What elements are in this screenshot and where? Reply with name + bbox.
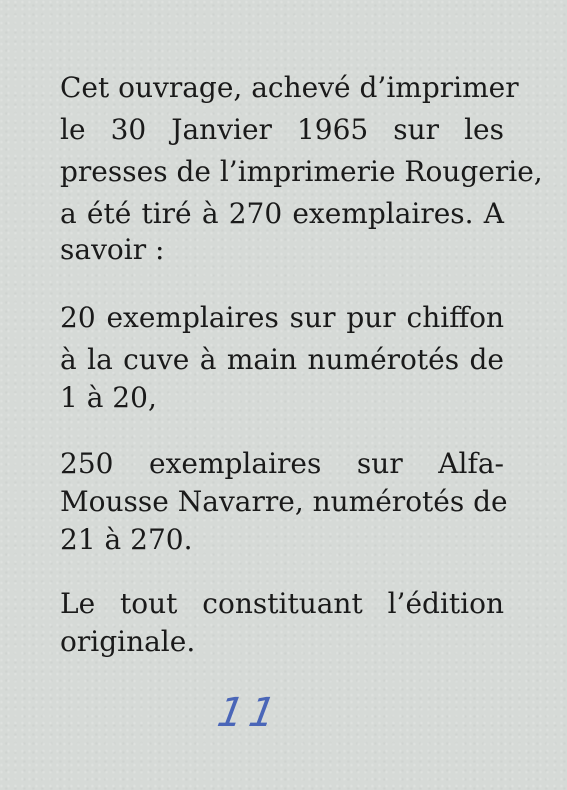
text-line: 1 à 20, (60, 381, 157, 414)
text-line: le 30 Janvier 1965 sur les (60, 113, 504, 146)
text-line: savoir : (60, 233, 165, 266)
text-line: 21 à 270. (60, 523, 193, 556)
text-line: a été tiré à 270 exemplaires. A (60, 197, 504, 230)
text-line: presses de l’imprimerie Rougerie, (60, 155, 543, 188)
text-line: Le tout constituant l’édition (60, 587, 504, 620)
text-line: Mousse Navarre, numérotés de (60, 485, 508, 518)
handwritten-copy-number: 11 (213, 690, 285, 736)
text-line: 20 exemplaires sur pur chiffon (60, 301, 504, 334)
text-line: Cet ouvrage, achevé d’imprimer (60, 71, 519, 104)
text-line: 250 exemplaires sur Alfa- (60, 447, 504, 480)
text-line: à la cuve à main numérotés de (60, 343, 504, 376)
text-line: originale. (60, 625, 196, 658)
